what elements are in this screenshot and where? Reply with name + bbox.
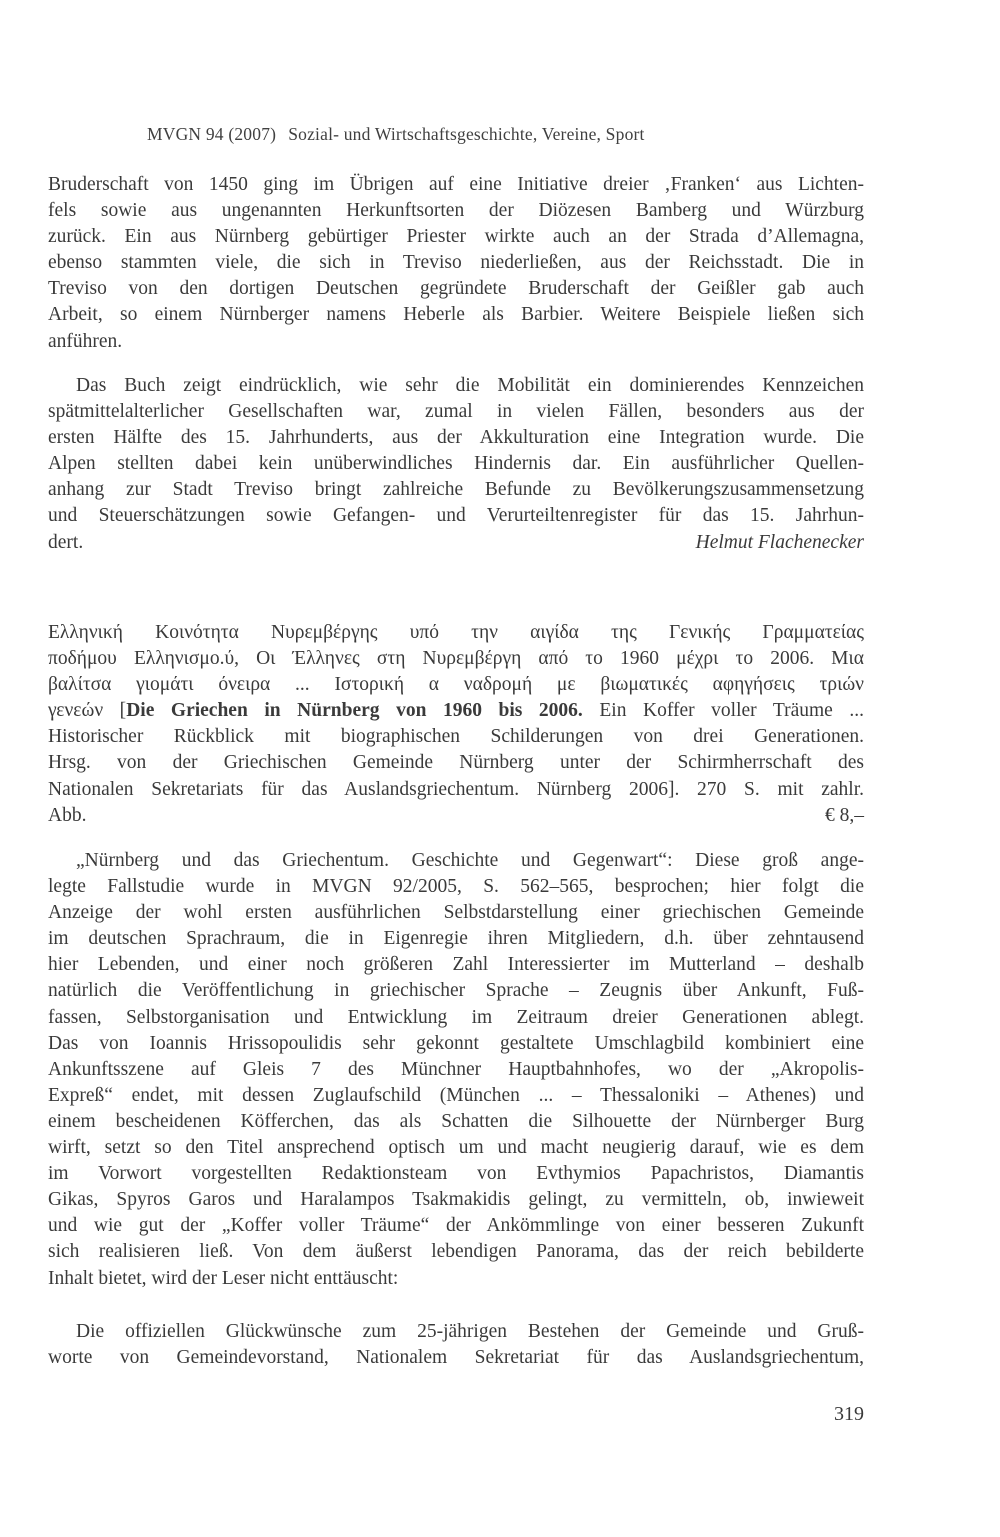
text-line: Bruderschaft von 1450 ging im Übrigen auf eine Initiative dreier ‚Franken‘ aus Lichten- [48, 174, 864, 195]
text-line: natürlich die Veröffentlichung in griechischer Sprache – Zeugnis über Ankunft, Fuß- [48, 980, 864, 1002]
text-line: einem bescheidenen Köfferchen, das als Schatten die Silhouette der Nürnberger Burg [48, 1110, 864, 1132]
text-line: fels sowie aus ungenannten Herkunftsorten der Diözesen Bamberg und Würzburg [48, 200, 864, 222]
text-line: Historischer Rückblick mit biographischen Schilderungen von drei Generationen. [48, 726, 864, 748]
text-line: im Vorwort vorgestellten Redaktionsteam von Evthymios Papachristos, Diamantis [48, 1163, 864, 1185]
text-line: Nationalen Sekretariats für das Auslandsgriechentum. Nürnberg 2006]. 270 S. mit zahlr. [48, 778, 864, 800]
text-line: Inhalt bietet, wird der Leser nicht enttäuscht: [48, 1267, 399, 1289]
text-line-with-signature [48, 530, 864, 556]
text-line: Das Buch zeigt eindrücklich, wie sehr die Mobilität ein dominierendes Kennzeichen [76, 375, 864, 396]
price: € 8,– [825, 804, 864, 826]
review-1-paragraph-1 [48, 172, 864, 355]
text-line: im deutschen Sprachraum, die in Eigenregie ihren Mitgliedern, d.h. über zehntausend [48, 928, 864, 950]
running-head [147, 124, 645, 145]
journal-reference: MVGN 94 (2007) [147, 124, 277, 144]
text-line: Gikas, Spyros Garos und Haralampos Tsakmakidis gelingt, zu vermitteln, ob, inwieweit [48, 1189, 864, 1211]
text-line: „Nürnberg und das Griechentum. Geschichte und Gegenwart“: Diese groß ange- [76, 850, 864, 871]
reviewer-signature: Helmut Flachenecker [695, 531, 864, 553]
page-number: 319 [834, 1403, 864, 1425]
text-line: wirft, setzt so den Titel ansprechend optisch um und macht neugierig darauf, wie es dem [48, 1137, 864, 1159]
review-2-paragraph-1 [48, 848, 864, 1292]
text-line: Die offiziellen Glückwünsche zum 25-jährigen Bestehen der Gemeinde und Gruß- [76, 1321, 864, 1342]
text-line: worte von Gemeindevorstand, Nationalem Sekretariat für das Auslandsgriechentum, [48, 1347, 864, 1369]
text-line: legte Fallstudie wurde in MVGN 92/2005, S. 562–565, besprochen; hier folgt die [48, 876, 864, 898]
text-line: Treviso von den dortigen Deutschen gegründete Bruderschaft der Geißler gab auch [48, 278, 864, 300]
text-line: anführen. [48, 330, 123, 352]
text-line: und wie gut der „Koffer voller Träume“ der Ankömmlinge von einer besseren Zukunft [48, 1215, 864, 1237]
text-fragment: Ein Koffer voller Träume ... [582, 700, 865, 722]
text-line [48, 698, 864, 724]
text-line: sich realisieren ließ. Von dem äußerst lebendigen Panorama, das der reich bebilderte [48, 1241, 864, 1263]
text-line: Hrsg. von der Griechischen Gemeinde Nürnberg unter der Schirmherrschaft des [48, 752, 864, 774]
review-2-citation [48, 620, 864, 829]
text-fragment: γενεών [ [48, 700, 127, 722]
text-line: ebenso stammten viele, die sich in Treviso niederließen, aus der Reichsstadt. Die in [48, 252, 864, 274]
text-line: Arbeit, so einem Nürnberger namens Heberle als Barbier. Weitere Beispiele ließen sich [48, 304, 864, 326]
text-line: und Steuerschätzungen sowie Gefangen- und Verurteiltenregister für das 15. Jahrhun- [48, 505, 864, 527]
text-line: zurück. Ein aus Nürnberg gebürtiger Priester wirkte auch an der Strada d’Allemagna, [48, 226, 864, 248]
german-title: Die Griechen in Nürnberg von 1960 bis 2006. [126, 700, 583, 722]
text-line-with-price [48, 803, 864, 829]
text-line: ersten Hälfte des 15. Jahrhunderts, aus der Akkulturation eine Integration wurde. Die [48, 427, 864, 449]
section-title: Sozial- und Wirtschaftsgeschichte, Vereine, Sport [288, 124, 645, 144]
text-line: Anzeige der wohl ersten ausführlichen Selbstdarstellung einer griechischen Gemeinde [48, 902, 864, 924]
review-1-paragraph-2 [48, 373, 864, 556]
text-line: Alpen stellten dabei kein unüberwindliches Hindernis dar. Ein ausführlicher Quellen- [48, 453, 864, 475]
text-line: Das von Ioannis Hrissopoulidis sehr gekonnt gestaltete Umschlagbild kombiniert eine [48, 1032, 864, 1054]
text-line: βαλίτσα γιομάτι όνειρα ... Ιστορική α ναδρομή με βιωματικές αφηγήσεις τριών [48, 674, 864, 696]
text-line: anhang zur Stadt Treviso bringt zahlreiche Befunde zu Bevölkerungszusammensetzung [48, 479, 864, 501]
text-line: Expreß“ endet, mit dessen Zuglaufschild (München ... – Thessaloniki – Athenes) und [48, 1084, 864, 1106]
text-line: ποδήμου Ελληνισμο.ύ, Οι Έλληνες στη Νυρεμβέργη από το 1960 μέχρι το 2006. Μια [48, 648, 864, 670]
text-line: hier Lebenden, und einer noch größeren Zahl Interessierter im Mutterland – deshalb [48, 954, 864, 976]
text-line: Ελληνική Κοινότητα Νυρεμβέργης υπό την αιγίδα της Γενικής Γραμματείας [48, 622, 864, 643]
text-fragment: dert. [48, 531, 84, 553]
text-line: spätmittelalterlicher Gesellschaften war, zumal in vielen Fällen, besonders aus der [48, 401, 864, 423]
review-2-paragraph-2 [48, 1319, 864, 1371]
text-line: fassen, Selbstorganisation und Entwicklung im Zeitraum dreier Generationen ablegt. [48, 1006, 864, 1028]
text-line: Ankunftsszene auf Gleis 7 des Münchner Hauptbahnhofes, wo der „Akropolis- [48, 1058, 864, 1080]
text-fragment: Abb. [48, 804, 87, 826]
